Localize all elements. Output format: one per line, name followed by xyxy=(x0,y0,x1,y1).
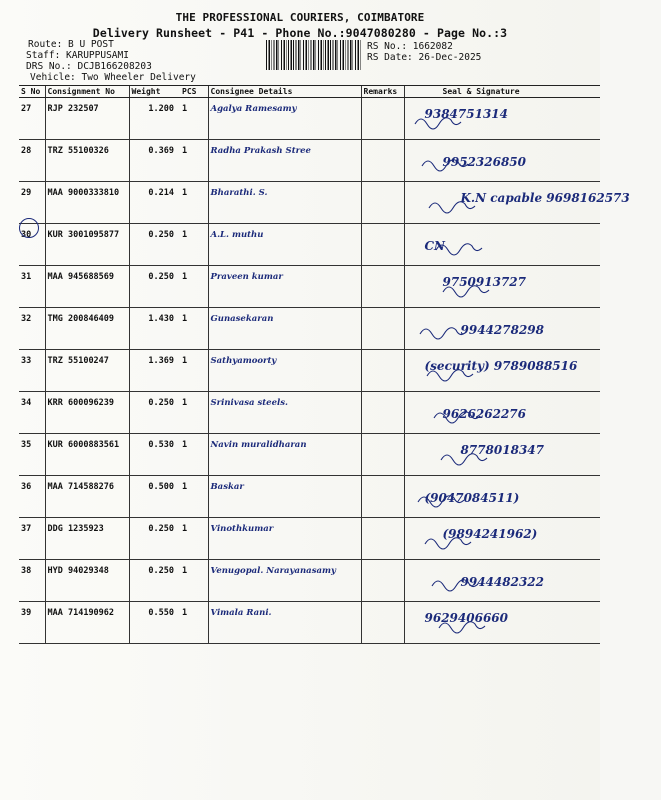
row-pcs: 1 xyxy=(180,560,208,602)
row-pcs: 1 xyxy=(180,182,208,224)
row-consignee: Venugopal. Narayanasamy xyxy=(208,560,361,602)
row-remarks xyxy=(361,560,404,602)
row-sno: 32 xyxy=(19,308,45,350)
row-weight: 0.250 xyxy=(129,224,180,266)
row-consignee: Srinivasa steels. xyxy=(208,392,361,434)
row-sno: 30 xyxy=(19,224,45,266)
signature-phone: 9626262276 xyxy=(442,407,526,421)
row-weight: 0.250 xyxy=(129,560,180,602)
signature-scribble xyxy=(415,196,635,216)
row-consignment-no: MAA 945688569 xyxy=(45,266,129,308)
col-remarks: Remarks xyxy=(361,86,404,98)
row-consignee: Radha Prakash Stree xyxy=(208,140,361,182)
row-consignment-no: MAA 9000333810 xyxy=(45,182,129,224)
row-remarks xyxy=(361,392,404,434)
row-sno: 36 xyxy=(19,476,45,518)
row-signature xyxy=(404,98,600,140)
row-remarks xyxy=(361,182,404,224)
row-weight: 1.369 xyxy=(129,350,180,392)
row-remarks xyxy=(361,434,404,476)
signature-phone: 9944482322 xyxy=(460,575,544,589)
rs-number: RS No.: 1662082 xyxy=(367,41,453,52)
row-pcs: 1 xyxy=(180,518,208,560)
row-sno: 27 xyxy=(19,98,45,140)
signature-scribble xyxy=(415,154,635,174)
col-consignee: Consignee Details xyxy=(208,86,361,98)
table-row xyxy=(19,350,600,392)
staff-label: Staff: KARUPPUSAMI xyxy=(26,50,129,61)
row-consignment-no: RJP 232507 xyxy=(45,98,129,140)
row-consignee: Vimala Rani. xyxy=(208,602,361,644)
row-remarks xyxy=(361,476,404,518)
row-consignee: Bharathi. S. xyxy=(208,182,361,224)
row-weight: 0.369 xyxy=(129,140,180,182)
signature-phone: K.N capable 9698162573 xyxy=(460,191,630,205)
row-remarks xyxy=(361,224,404,266)
col-weight: Weight xyxy=(129,86,180,98)
row-signature xyxy=(404,602,600,644)
row-weight: 1.430 xyxy=(129,308,180,350)
row-weight: 0.250 xyxy=(129,266,180,308)
row-remarks xyxy=(361,350,404,392)
row-pcs: 1 xyxy=(180,224,208,266)
row-consignee: Agalya Ramesamy xyxy=(208,98,361,140)
signature-scribble xyxy=(415,406,635,426)
vehicle-label: Vehicle: Two Wheeler Delivery xyxy=(30,72,196,83)
row-sno: 28 xyxy=(19,140,45,182)
row-sno: 39 xyxy=(19,602,45,644)
row-consignee: Vinothkumar xyxy=(208,518,361,560)
row-pcs: 1 xyxy=(180,98,208,140)
signature-phone: 9750913727 xyxy=(442,275,526,289)
drs-label: DRS No.: DCJB166208203 xyxy=(26,61,152,72)
col-sno: S No xyxy=(19,86,45,98)
row-consignment-no: KUR 3001095877 xyxy=(45,224,129,266)
table-row xyxy=(19,560,600,602)
row-weight: 0.550 xyxy=(129,602,180,644)
row-pcs: 1 xyxy=(180,392,208,434)
col-seal-signature: Seal & Signature xyxy=(404,86,600,98)
row-consignment-no: KRR 600096239 xyxy=(45,392,129,434)
row-consignment-no: DDG 1235923 xyxy=(45,518,129,560)
row-sno: 29 xyxy=(19,182,45,224)
signature-scribble xyxy=(415,616,635,636)
signature-scribble xyxy=(415,322,635,342)
table-row xyxy=(19,266,600,308)
table-row xyxy=(19,392,600,434)
signature-phone: (9047084511) xyxy=(424,491,520,505)
row-sno: 37 xyxy=(19,518,45,560)
table-row xyxy=(19,434,600,476)
runsheet-table xyxy=(19,85,630,644)
table-row xyxy=(19,140,600,182)
row-remarks xyxy=(361,98,404,140)
row-consignee: Praveen kumar xyxy=(208,266,361,308)
signature-scribble xyxy=(415,280,635,300)
signature-phone: (9894241962) xyxy=(442,527,538,541)
row-pcs: 1 xyxy=(180,434,208,476)
table-row xyxy=(19,182,600,224)
row-sno: 34 xyxy=(19,392,45,434)
row-pcs: 1 xyxy=(180,350,208,392)
signature-phone: 8778018347 xyxy=(460,443,544,457)
row-weight: 0.214 xyxy=(129,182,180,224)
row-pcs: 1 xyxy=(180,476,208,518)
row-consignment-no: MAA 714588276 xyxy=(45,476,129,518)
row-consignment-no: MAA 714190962 xyxy=(45,602,129,644)
signature-scribble xyxy=(415,574,635,594)
row-consignment-no: TRZ 55100326 xyxy=(45,140,129,182)
signature-scribble xyxy=(415,490,635,510)
row-consignee: A.L. muthu xyxy=(208,224,361,266)
row-consignment-no: HYD 94029348 xyxy=(45,560,129,602)
row-signature xyxy=(404,350,600,392)
row-consignment-no: TMG 200846409 xyxy=(45,308,129,350)
row-pcs: 1 xyxy=(180,602,208,644)
row-remarks xyxy=(361,308,404,350)
table-row xyxy=(19,602,600,644)
row-remarks xyxy=(361,602,404,644)
row-weight: 0.250 xyxy=(129,518,180,560)
row-signature xyxy=(404,560,600,602)
row-signature xyxy=(404,224,600,266)
signature-scribble xyxy=(415,238,635,258)
row-consignee: Gunasekaran xyxy=(208,308,361,350)
row-sno: 33 xyxy=(19,350,45,392)
signature-scribble xyxy=(415,112,635,132)
row-pcs: 1 xyxy=(180,140,208,182)
signature-phone: 9944278298 xyxy=(460,323,544,337)
table-row xyxy=(19,98,600,140)
row-pcs: 1 xyxy=(180,266,208,308)
row-sno: 35 xyxy=(19,434,45,476)
runsheet-title: Delivery Runsheet - P41 - Phone No.:9047080280 - Page No.:3 xyxy=(92,26,508,40)
signature-phone: 9384751314 xyxy=(424,107,508,121)
col-pcs: PCS xyxy=(180,86,208,98)
row-signature xyxy=(404,308,600,350)
row-consignee: Navin muralidharan xyxy=(208,434,361,476)
row-pcs: 1 xyxy=(180,308,208,350)
row-consignment-no: KUR 6000883561 xyxy=(45,434,129,476)
row-consignment-no: TRZ 55100247 xyxy=(45,350,129,392)
row-signature xyxy=(404,434,600,476)
row-weight: 1.200 xyxy=(129,98,180,140)
row-remarks xyxy=(361,266,404,308)
row-sno: 31 xyxy=(19,266,45,308)
row-signature xyxy=(404,476,600,518)
row-signature xyxy=(404,182,630,224)
signature-scribble xyxy=(415,364,635,384)
row-signature xyxy=(404,392,600,434)
barcode xyxy=(266,40,362,70)
table-row xyxy=(19,518,600,560)
col-consignment: Consignment No xyxy=(45,86,129,98)
row-signature xyxy=(404,140,600,182)
row-weight: 0.250 xyxy=(129,392,180,434)
row-weight: 0.500 xyxy=(129,476,180,518)
row-consignee: Sathyamoorty xyxy=(208,350,361,392)
row-signature xyxy=(404,266,600,308)
row-remarks xyxy=(361,518,404,560)
signature-scribble xyxy=(415,532,635,552)
row-signature xyxy=(404,518,600,560)
rs-date: RS Date: 26-Dec-2025 xyxy=(367,52,482,63)
signature-phone: (security) 9789088516 xyxy=(424,359,578,373)
table-header-row xyxy=(19,86,600,98)
table-row xyxy=(19,476,600,518)
table-row xyxy=(19,224,600,266)
row-sno: 38 xyxy=(19,560,45,602)
row-30-circle-mark xyxy=(19,218,39,238)
route-label: Route: B U POST xyxy=(28,39,114,50)
row-weight: 0.530 xyxy=(129,434,180,476)
company-title: THE PROFESSIONAL COURIERS, COIMBATORE xyxy=(175,11,425,24)
signature-phone: 9952326850 xyxy=(442,155,526,169)
signature-phone: 9629406660 xyxy=(424,611,508,625)
row-remarks xyxy=(361,140,404,182)
signature-scribble xyxy=(415,448,635,468)
signature-phone: CN xyxy=(424,239,446,253)
table-row xyxy=(19,308,600,350)
row-consignee: Baskar xyxy=(208,476,361,518)
